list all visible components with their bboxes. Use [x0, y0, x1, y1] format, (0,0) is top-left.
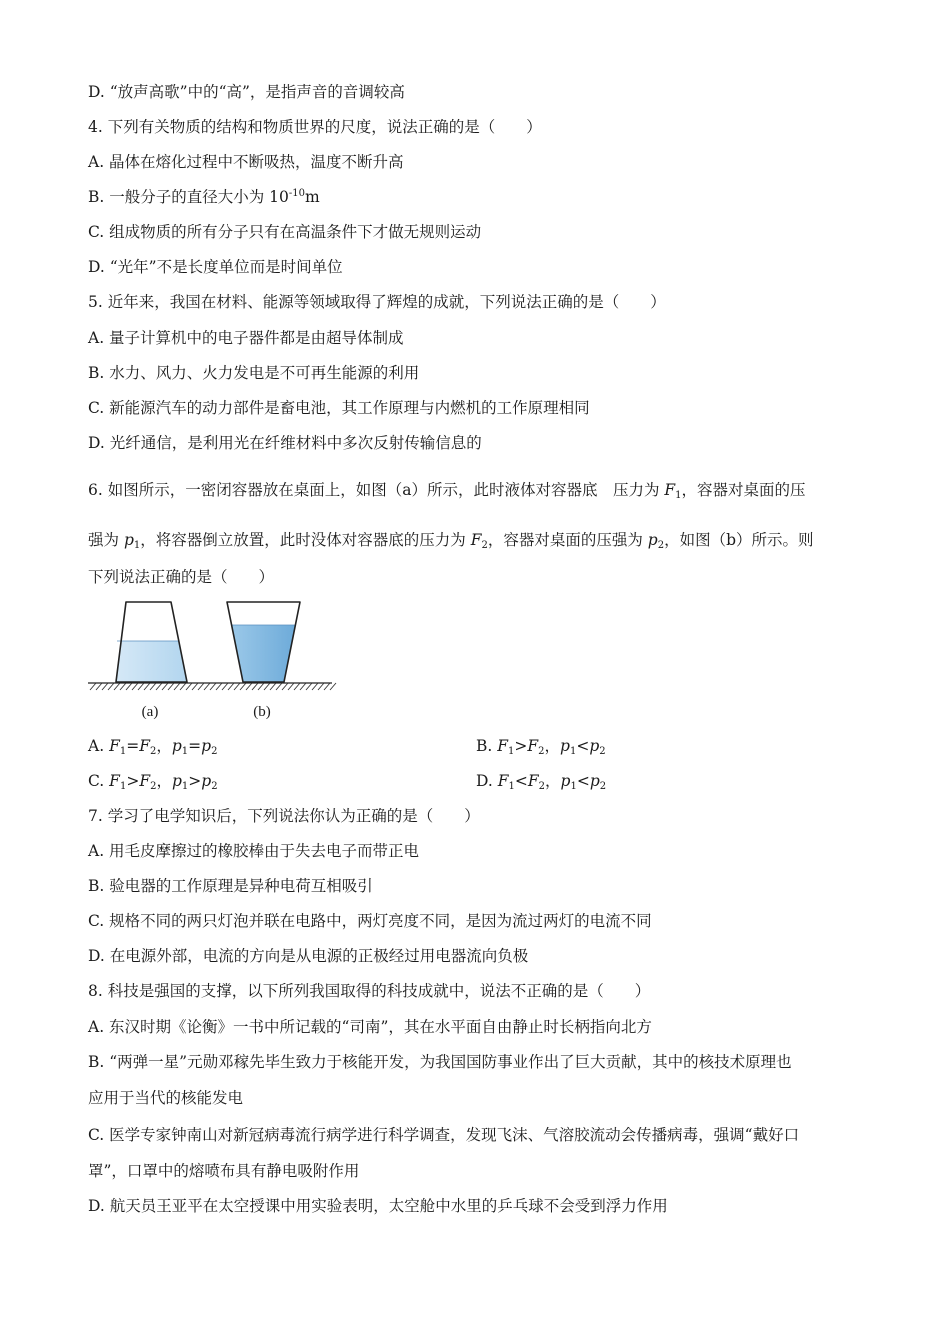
- q4-option-b-text: B. 一般分子的直径大小为 10: [88, 188, 289, 206]
- subscript: 2: [150, 781, 157, 792]
- container-figure: [88, 595, 338, 725]
- symbol-F: F: [497, 772, 509, 790]
- symbol-p: p: [589, 772, 600, 790]
- hatch-mark: [138, 683, 144, 690]
- symbol-F: F: [470, 531, 482, 549]
- q8-option-d: D. 航天员王亚平在太空授课中用实验表明，太空舱中水里的乒乓球不会受到浮力作用: [88, 1197, 668, 1215]
- option-letter: D.: [476, 772, 498, 790]
- separator: ，: [544, 737, 561, 755]
- q6-stem-line-1: [88, 479, 806, 501]
- subscript: 2: [657, 540, 665, 551]
- relation: <: [576, 737, 590, 755]
- table-surface: [88, 683, 336, 690]
- q6-stem-text: 强为: [88, 531, 124, 549]
- hatch-mark: [192, 683, 198, 690]
- q8-option-b-line-2: 应用于当代的核能发电: [88, 1089, 244, 1107]
- subscript: 1: [508, 781, 515, 792]
- q3-option-d: D. “放声高歌”中的“高”，是指声音的音调较高: [88, 83, 405, 101]
- relation: >: [126, 772, 140, 790]
- symbol-p: p: [647, 531, 658, 549]
- hatch-mark: [264, 683, 270, 690]
- symbol-F: F: [139, 772, 151, 790]
- subscript: 1: [119, 746, 127, 757]
- q7-option-d: D. 在电源外部，电流的方向是从电源的正极经过用电器流向负极: [88, 947, 529, 965]
- q6-option-c: [88, 770, 218, 792]
- q6-stem-line-2: [88, 529, 814, 551]
- hatch-mark: [144, 683, 150, 690]
- relation: <: [576, 772, 590, 790]
- relation: =: [126, 737, 140, 755]
- hatch-mark: [102, 683, 108, 690]
- subscript: 2: [149, 746, 157, 757]
- hatch-mark: [330, 683, 336, 690]
- hatch-mark: [204, 683, 210, 690]
- symbol-p: p: [123, 531, 134, 549]
- hatch-mark: [162, 683, 168, 690]
- q4-option-b-unit: m: [305, 188, 320, 206]
- hatch-mark: [222, 683, 228, 690]
- hatch-mark: [252, 683, 258, 690]
- figure-label-a: (a): [141, 704, 159, 720]
- symbol-F: F: [139, 737, 150, 755]
- symbol-p: p: [171, 772, 182, 790]
- q4-option-d: D. “光年”不是长度单位而是时间单位: [88, 258, 343, 276]
- q5-option-b: B. 水力、风力、火力发电是不可再生能源的利用: [88, 364, 420, 382]
- q6-stem-text: 6. 如图所示，一密闭容器放在桌面上，如图（a）所示，此时液体对容器底 压力为: [88, 481, 665, 499]
- hatch-mark: [108, 683, 114, 690]
- subscript: 2: [481, 540, 488, 551]
- hatch-mark: [306, 683, 312, 690]
- q7-option-c: C. 规格不同的两只灯泡并联在电路中，两灯亮度不同，是因为流过两灯的电流不同: [88, 912, 652, 930]
- subscript: 2: [211, 781, 218, 792]
- q6-option-d: [476, 770, 606, 792]
- relation: =: [188, 737, 202, 755]
- q6-option-b: [476, 735, 606, 757]
- q6-stem-text: ，将容器倒立放置，此时没体对容器底的压力为: [140, 531, 471, 549]
- hatch-mark: [312, 683, 318, 690]
- liquid-a: [88, 641, 338, 682]
- q4-option-c: C. 组成物质的所有分子只有在高温条件下才做无规则运动: [88, 223, 482, 241]
- hatch-mark: [228, 683, 234, 690]
- container-a: [88, 602, 338, 682]
- subscript: 1: [181, 781, 189, 792]
- hatch-mark: [180, 683, 186, 690]
- option-letter: A.: [88, 737, 110, 755]
- q7-stem: 7. 学习了电学知识后，下列说法你认为正确的是（ ）: [88, 807, 480, 825]
- figure-label-b: (b): [253, 704, 271, 720]
- hatch-mark: [246, 683, 252, 690]
- hatch-mark: [90, 683, 96, 690]
- separator: ，: [156, 737, 172, 755]
- q6-stem-text: ，容器对桌面的压强为: [487, 531, 648, 549]
- q4-option-a: A. 晶体在熔化过程中不断吸热，温度不断升高: [88, 153, 404, 171]
- q7-option-b: B. 验电器的工作原理是异种电荷互相吸引: [88, 877, 373, 895]
- symbol-F: F: [527, 772, 539, 790]
- hatch-mark: [294, 683, 300, 690]
- hatch-mark: [174, 683, 180, 690]
- q6-option-a: [88, 735, 217, 757]
- relation: >: [188, 772, 202, 790]
- hatch-mark: [150, 683, 156, 690]
- subscript: 2: [599, 781, 607, 792]
- symbol-F: F: [109, 772, 120, 790]
- symbol-F: F: [497, 737, 509, 755]
- q6-stem-text: ，如图（b）所示。则: [664, 531, 814, 549]
- hatch-mark: [282, 683, 288, 690]
- subscript: 1: [675, 490, 682, 501]
- q8-option-b-line-1: B. “两弹一星”元勋邓稼先毕生致力于核能开发，为我国国防事业作出了巨大贡献，其中的核技术原理也: [88, 1053, 792, 1071]
- symbol-p: p: [589, 737, 600, 755]
- symbol-p: p: [201, 737, 212, 755]
- q8-option-c-line-1: C. 医学专家钟南山对新冠病毒流行病学进行科学调查，发现飞沫、气溶胶流动会传播病毒，强调“戴好口: [88, 1126, 800, 1144]
- hatch-mark: [324, 683, 330, 690]
- subscript: 1: [570, 781, 577, 792]
- hatch-mark: [132, 683, 138, 690]
- separator: ，: [545, 772, 561, 790]
- separator: ，: [156, 772, 172, 790]
- q4-option-b-exponent: -10: [288, 188, 306, 199]
- symbol-p: p: [171, 737, 182, 755]
- symbol-p: p: [560, 737, 570, 755]
- subscript: 1: [133, 540, 141, 551]
- hatch-mark: [168, 683, 174, 690]
- q6-stem-text: ，容器对桌面的压: [681, 481, 806, 499]
- q8-stem: 8. 科技是强国的支撑，以下所列我国取得的科技成就中，说法不正确的是（ ）: [88, 982, 651, 1000]
- hatch-mark: [186, 683, 192, 690]
- hatch-mark: [318, 683, 324, 690]
- subscript: 1: [508, 746, 515, 757]
- relation: <: [514, 772, 528, 790]
- hatch-mark: [96, 683, 102, 690]
- hatch-mark: [126, 683, 132, 690]
- relation: >: [514, 737, 528, 755]
- q4-stem: 4. 下列有关物质的结构和物质世界的尺度，说法正确的是（ ）: [88, 118, 542, 136]
- symbol-F: F: [664, 481, 676, 499]
- hatch-mark: [120, 683, 126, 690]
- hatch-mark: [216, 683, 222, 690]
- hatch-mark: [270, 683, 276, 690]
- hatch-mark: [198, 683, 204, 690]
- option-letter: B.: [476, 737, 498, 755]
- subscript: 1: [569, 746, 577, 757]
- subscript: 2: [538, 746, 545, 757]
- q5-option-c: C. 新能源汽车的动力部件是畜电池，其工作原理与内燃机的工作原理相同: [88, 399, 590, 417]
- q6-stem-line-3: 下列说法正确的是（ ）: [88, 568, 275, 586]
- option-letter: C.: [88, 772, 110, 790]
- container-diagram: [88, 595, 338, 725]
- q4-option-b: [88, 186, 320, 208]
- hatch-mark: [300, 683, 306, 690]
- symbol-p: p: [560, 772, 571, 790]
- q5-stem: 5. 近年来，我国在材料、能源等领域取得了辉煌的成就，下列说法正确的是（ ）: [88, 293, 666, 311]
- hatch-mark: [210, 683, 216, 690]
- hatch-mark: [234, 683, 240, 690]
- q7-option-a: A. 用毛皮摩擦过的橡胶棒由于失去电子而带正电: [88, 842, 420, 860]
- subscript: 2: [538, 781, 546, 792]
- subscript: 2: [211, 746, 218, 757]
- symbol-F: F: [527, 737, 539, 755]
- q5-option-d: D. 光纤通信，是利用光在纤维材料中多次反射传输信息的: [88, 434, 482, 452]
- subscript: 2: [599, 746, 606, 757]
- hatch-mark: [240, 683, 246, 690]
- symbol-p: p: [201, 772, 212, 790]
- q5-option-a: A. 量子计算机中的电子器件都是由超导体制成: [88, 329, 404, 347]
- symbol-F: F: [109, 737, 120, 755]
- hatch-mark: [276, 683, 282, 690]
- q8-option-a: A. 东汉时期《论衡》一书中所记载的“司南”，其在水平面自由静止时长柄指向北方: [88, 1018, 652, 1036]
- subscript: 1: [119, 781, 127, 792]
- q8-option-c-line-2: 罩”，口罩中的熔喷布具有静电吸附作用: [88, 1162, 360, 1180]
- hatch-mark: [258, 683, 264, 690]
- hatch-mark: [156, 683, 162, 690]
- subscript: 1: [181, 746, 189, 757]
- hatch-mark: [114, 683, 120, 690]
- hatch-mark: [288, 683, 294, 690]
